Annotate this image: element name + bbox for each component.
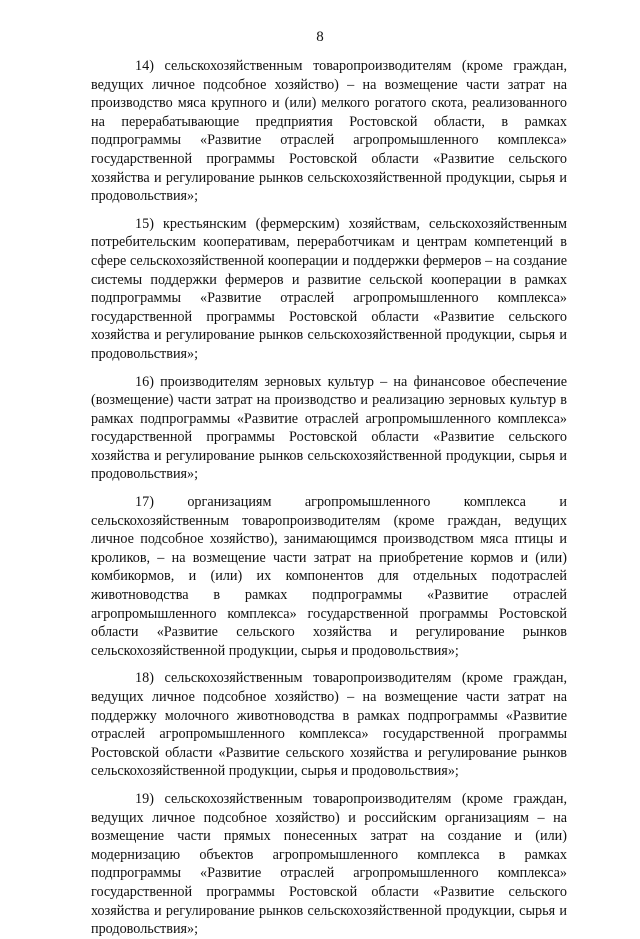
list-item-16: 16) производителям зерновых культур – на финансовое обеспечение (возмещение) части затрат на производство и реализацию зерновых культур в рамках подпрограммы «Развитие отраслей агропромышленного комплекса» государственной программы Ростовской области «Развитие сельского хозяйства и регулирование рынков сельскохозяйственной продукции, сырья и продовольствия»; [91,373,567,483]
page-number: 8 [316,29,324,45]
list-item-14: 14) сельскохозяйственным товаропроизводителям (кроме граждан, ведущих личное подсобное хозяйство) – на возмещение части затрат на производство мяса крупного и (или) мелкого рогатого скота, реализованного на перерабатывающие предприятия Ростовской области, в рамках подпрограммы «Развитие отраслей агропромышленного комплекса» государственной программы Ростовской области «Развитие сельского хозяйства и регулирование рынков сельскохозяйственной продукции, сырья и продовольствия»; [91,58,567,205]
list-item-17: 17) организациям агропромышленного комплекса и сельскохозяйственным товаропроизводителям (кроме граждан, ведущих личное подсобное хозяйство), занимающимся производством мяса птицы и кроликов, – на возмещение части затрат на приобретение кормов и (или) комбикормов, и (или) их компонентов для отдельных подотраслей животноводства в рамках подпрограммы «Развитие отраслей агропромышленного комплекса» государственной программы Ростовской области «Развитие сельского хозяйства и регулирование рынков сельскохозяйственной продукции, сырья и продовольствия»; [91,494,567,659]
document-body [91,57,567,939]
list-item-18: 18) сельскохозяйственным товаропроизводителям (кроме граждан, ведущих личное подсобное хозяйство) – на возмещение части затрат на поддержку молочного животноводства в рамках подпрограммы «Развитие отраслей агропромышленного комплекса» государственной программы Ростовской области «Развитие сельского хозяйства и регулирование рынков сельскохозяйственной продукции, сырья и продовольствия»; [91,670,567,780]
list-item-19: 19) сельскохозяйственным товаропроизводителям (кроме граждан, ведущих личное подсобное хозяйство) и российским организациям – на возмещение части прямых понесенных затрат на создание и (или) модернизацию объектов агропромышленного комплекса в рамках подпрограммы «Развитие отраслей агропромышленного комплекса» государственной программы Ростовской области «Развитие сельского хозяйства и регулирование рынков сельскохозяйственной продукции, сырья и продовольствия»; [91,790,567,938]
list-item-15: 15) крестьянским (фермерским) хозяйствам, сельскохозяйственным потребительским кооперативам, переработчикам и центрам компетенций в сфере сельскохозяйственной кооперации и поддержки фермеров – на создание системы поддержки фермеров и развитие сельской кооперации в рамках подпрограммы «Развитие отраслей агропромышленного комплекса» государственной программы Ростовской области «Развитие сельского хозяйства и регулирование рынков сельскохозяйственной продукции, сырья и продовольствия»; [91,215,567,362]
